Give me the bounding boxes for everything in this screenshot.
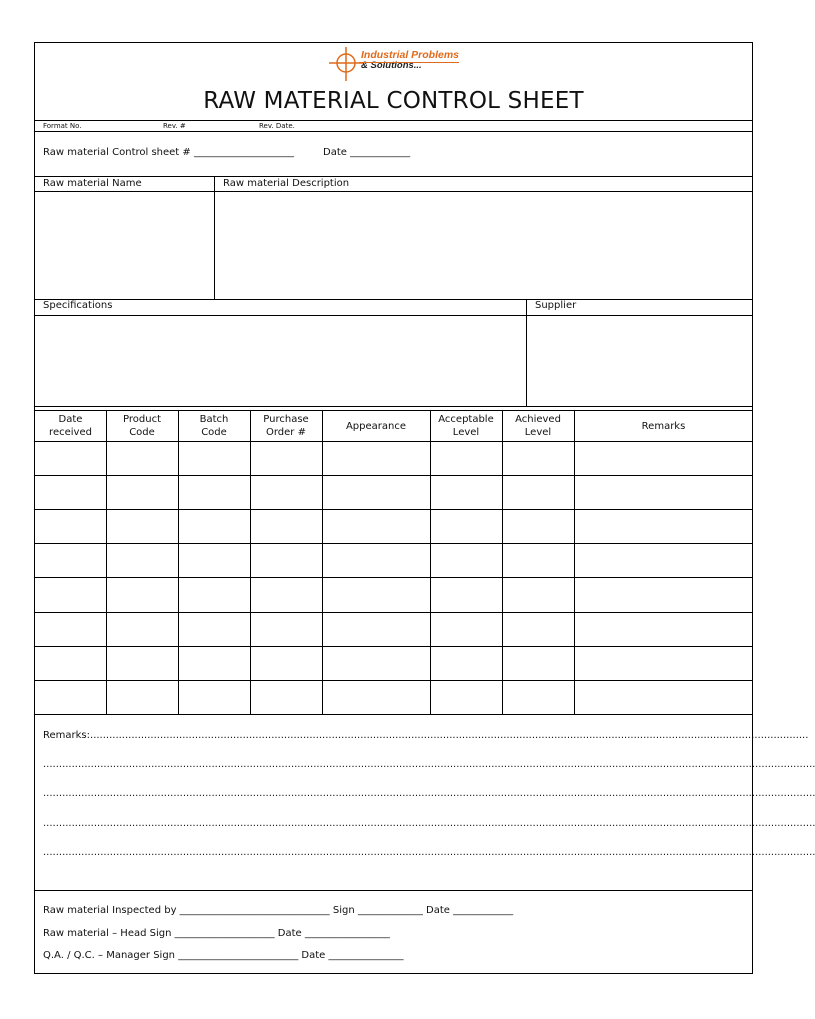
table-cell[interactable] [574, 577, 753, 611]
rev-no-label: Rev. # [163, 122, 186, 130]
table-cell[interactable] [430, 543, 502, 577]
company-logo [325, 45, 465, 83]
page-title: RAW MATERIAL CONTROL SHEET [203, 88, 584, 114]
table-cell[interactable] [35, 680, 106, 714]
table-cell[interactable] [106, 475, 178, 509]
table-cell[interactable] [35, 475, 106, 509]
control-sheet-date-field[interactable]: Date ____________ [323, 147, 411, 158]
rev-date-label: Rev. Date. [259, 122, 295, 130]
table-row [35, 475, 753, 509]
table-cell[interactable] [502, 646, 574, 680]
logo-underline [359, 62, 459, 63]
logo-line-2: & Solutions... [361, 60, 422, 71]
specifications-label: Specifications [43, 300, 113, 311]
table-row [35, 543, 753, 577]
table-row [35, 577, 753, 611]
table-header-cell: Achieved Level [515, 414, 561, 438]
table-cell[interactable] [106, 441, 178, 475]
remarks-line-5[interactable]: ................................................................................................................................................................................................................................................... [43, 847, 815, 858]
divider [35, 131, 752, 132]
table-cell[interactable] [322, 646, 430, 680]
table-row [35, 441, 753, 475]
table-cell[interactable] [250, 646, 322, 680]
raw-material-name-input[interactable] [35, 192, 214, 298]
table-cell[interactable] [574, 680, 753, 714]
table-header-cell: Product Code [123, 414, 161, 438]
specifications-input[interactable] [35, 316, 526, 405]
table-header-cell: Date received [49, 414, 92, 438]
table-cell[interactable] [106, 612, 178, 646]
table-header-cell: Appearance [345, 420, 407, 432]
table-cell[interactable] [250, 475, 322, 509]
remarks-label: Remarks: [43, 730, 91, 741]
table-cell[interactable] [430, 680, 502, 714]
table-cell[interactable] [178, 680, 250, 714]
table-cell[interactable] [574, 646, 753, 680]
remarks-line-2[interactable]: ................................................................................................................................................................................................................................................... [43, 759, 815, 770]
table-cell[interactable] [35, 543, 106, 577]
divider [35, 176, 752, 177]
table-cell[interactable] [502, 612, 574, 646]
table-cell[interactable] [35, 646, 106, 680]
table-cell[interactable] [178, 612, 250, 646]
table-cell[interactable] [322, 612, 430, 646]
raw-material-description-label: Raw material Description [223, 178, 350, 189]
remarks-line-1[interactable] [43, 730, 809, 741]
table-cell[interactable] [502, 509, 574, 543]
control-sheet-number-field[interactable]: Raw material Control sheet # ____________________ [43, 147, 294, 158]
supplier-input[interactable] [527, 316, 753, 405]
table-cell[interactable] [106, 680, 178, 714]
remarks-dots: .................................................................................................................................................................................................................................. [90, 730, 809, 741]
table-cell[interactable] [574, 509, 753, 543]
supplier-label: Supplier [535, 300, 577, 311]
table-cell[interactable] [322, 577, 430, 611]
format-no-label: Format No. [43, 122, 82, 130]
inspected-by-signature-line[interactable]: Raw material Inspected by ______________________________ Sign _____________ Date ____________ [43, 905, 514, 916]
table-cell[interactable] [106, 577, 178, 611]
table-cell[interactable] [574, 475, 753, 509]
table-header-cell: Batch Code [199, 414, 229, 438]
table-header-cell: Remarks [641, 420, 686, 432]
table-cell[interactable] [322, 475, 430, 509]
table-row [35, 509, 753, 543]
divider [35, 406, 752, 407]
table-cell[interactable] [502, 543, 574, 577]
table-header-cell: Acceptable Level [438, 414, 494, 438]
table-cell[interactable] [35, 577, 106, 611]
manager-signature-line[interactable]: Q.A. / Q.C. – Manager Sign ________________________ Date _______________ [43, 950, 404, 961]
table-cell[interactable] [35, 612, 106, 646]
table-cell[interactable] [502, 680, 574, 714]
table-cell[interactable] [106, 509, 178, 543]
table-cell[interactable] [178, 577, 250, 611]
crosshair-logo-icon [325, 45, 365, 83]
table-cell[interactable] [35, 509, 106, 543]
table-cell[interactable] [430, 612, 502, 646]
remarks-line-3[interactable]: ................................................................................................................................................................................................................................................... [43, 788, 815, 799]
table-header-cell: Purchase Order # [263, 414, 309, 438]
table-cell[interactable] [430, 441, 502, 475]
table-cell[interactable] [178, 543, 250, 577]
table-cell[interactable] [574, 441, 753, 475]
table-cell[interactable] [35, 441, 106, 475]
table-cell[interactable] [106, 543, 178, 577]
divider [35, 120, 752, 121]
control-sheet [34, 42, 815, 974]
table-cell[interactable] [250, 577, 322, 611]
table-cell[interactable] [502, 577, 574, 611]
table-cell[interactable] [322, 680, 430, 714]
table-cell[interactable] [574, 612, 753, 646]
table-cell[interactable] [106, 646, 178, 680]
table-cell[interactable] [178, 646, 250, 680]
table-cell[interactable] [250, 441, 322, 475]
table-cell[interactable] [178, 475, 250, 509]
table-cell[interactable] [502, 441, 574, 475]
table-cell[interactable] [178, 441, 250, 475]
table-cell[interactable] [322, 509, 430, 543]
table-cell[interactable] [430, 646, 502, 680]
table-row [35, 680, 753, 714]
table-cell[interactable] [250, 543, 322, 577]
table-row [35, 612, 753, 646]
table-cell[interactable] [250, 680, 322, 714]
logo-line-1: Industrial Problems [361, 49, 460, 61]
remarks-line-4[interactable]: ................................................................................................................................................................................................................................................... [43, 818, 815, 829]
raw-material-name-label: Raw material Name [43, 178, 142, 189]
table-cell[interactable] [250, 612, 322, 646]
divider [35, 890, 752, 891]
table-row [35, 646, 753, 680]
table-cell[interactable] [430, 577, 502, 611]
table-cell[interactable] [178, 509, 250, 543]
table-cell[interactable] [430, 475, 502, 509]
table-cell[interactable] [250, 509, 322, 543]
divider [35, 714, 752, 715]
table-cell[interactable] [322, 543, 430, 577]
table-cell[interactable] [322, 441, 430, 475]
table-cell[interactable] [502, 475, 574, 509]
divider [35, 299, 752, 300]
table-cell[interactable] [574, 543, 753, 577]
table-cell[interactable] [430, 509, 502, 543]
raw-material-description-input[interactable] [215, 192, 753, 298]
head-signature-line[interactable]: Raw material – Head Sign ____________________ Date _________________ [43, 928, 390, 939]
